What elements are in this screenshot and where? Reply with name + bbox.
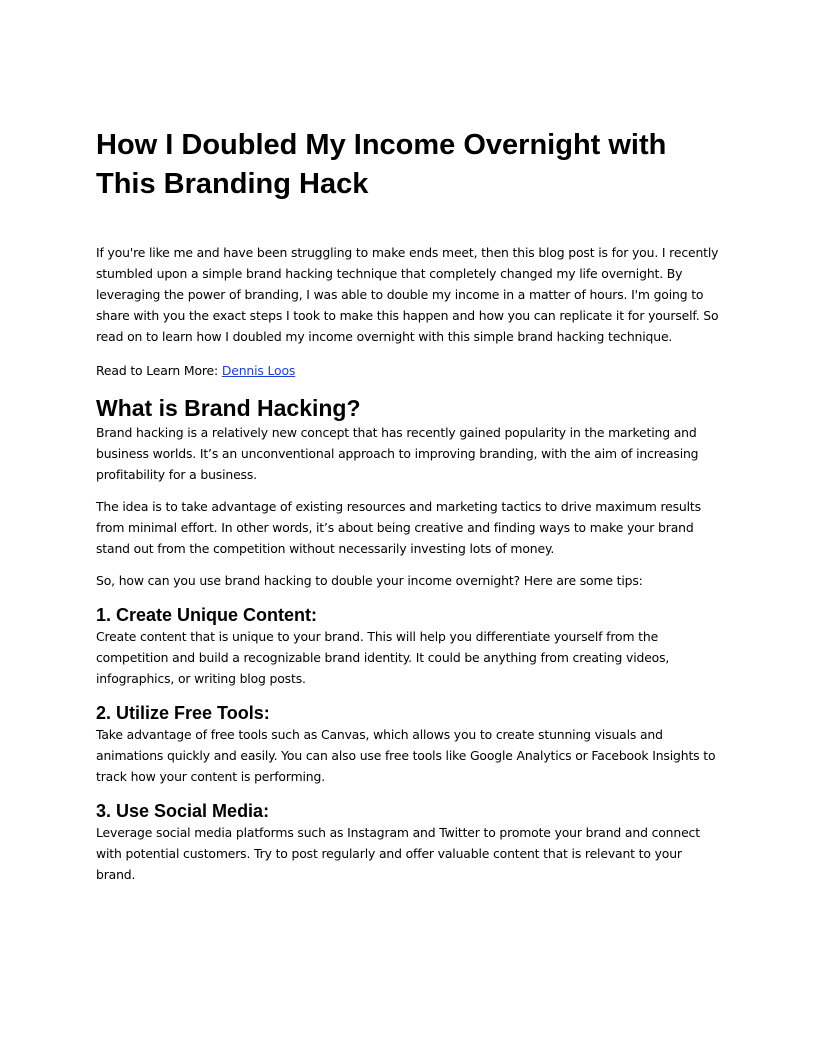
page-title: How I Doubled My Income Overnight with This Branding Hack <box>96 129 667 200</box>
tip-heading-3: 3. Use Social Media: <box>96 801 270 821</box>
document-page <box>96 126 722 885</box>
tip-text-1: Create content that is unique to your brand. This will help you differentiate yourself from the competition and build a recognizable brand identity. It could be anything from creating videos, infographics, or writing blog posts. <box>96 629 670 686</box>
section-paragraph-1: Brand hacking is a relatively new concept that has recently gained popularity in the marketing and business worlds. It’s an unconventional approach to improving branding, with the aim of increasing profitability for a business. <box>96 425 699 482</box>
tip-heading-2: 2. Utilize Free Tools: <box>96 703 270 723</box>
section-paragraph-2: The idea is to take advantage of existing resources and marketing tactics to drive maximum results from minimal effort. In other words, it’s about being creative and finding ways to make your brand stand out from the competition without necessarily investing lots of money. <box>96 499 701 556</box>
section-paragraph-3: So, how can you use brand hacking to double your income overnight? Here are some tips: <box>96 573 643 588</box>
tip-text-2: Take advantage of free tools such as Canvas, which allows you to create stunning visuals and animations quickly and easily. You can also use free tools like Google Analytics or Facebook Insights to track how your content is performing. <box>96 727 716 784</box>
intro-paragraph: If you're like me and have been struggling to make ends meet, then this blog post is for you. I recently stumbled upon a simple brand hacking technique that completely changed my life overnight. By leveraging the power of branding, I was able to double my income in a matter of hours. I'm going to share with you the exact steps I took to make this happen and how you can replicate it for yourself. So read on to learn how I doubled my income overnight with this simple brand hacking technique. <box>96 245 719 344</box>
dennis-loos-link[interactable]: Dennis Loos <box>221 363 296 378</box>
read-more-line <box>96 360 722 381</box>
read-more-label: Read to Learn More: <box>96 363 222 378</box>
tip-text-3: Leverage social media platforms such as Instagram and Twitter to promote your brand and connect with potential customers. Try to post regularly and offer valuable content that is relevant to your brand. <box>96 825 700 882</box>
tip-heading-1: 1. Create Unique Content: <box>96 605 318 625</box>
section-heading-brand-hacking: What is Brand Hacking? <box>96 395 361 421</box>
